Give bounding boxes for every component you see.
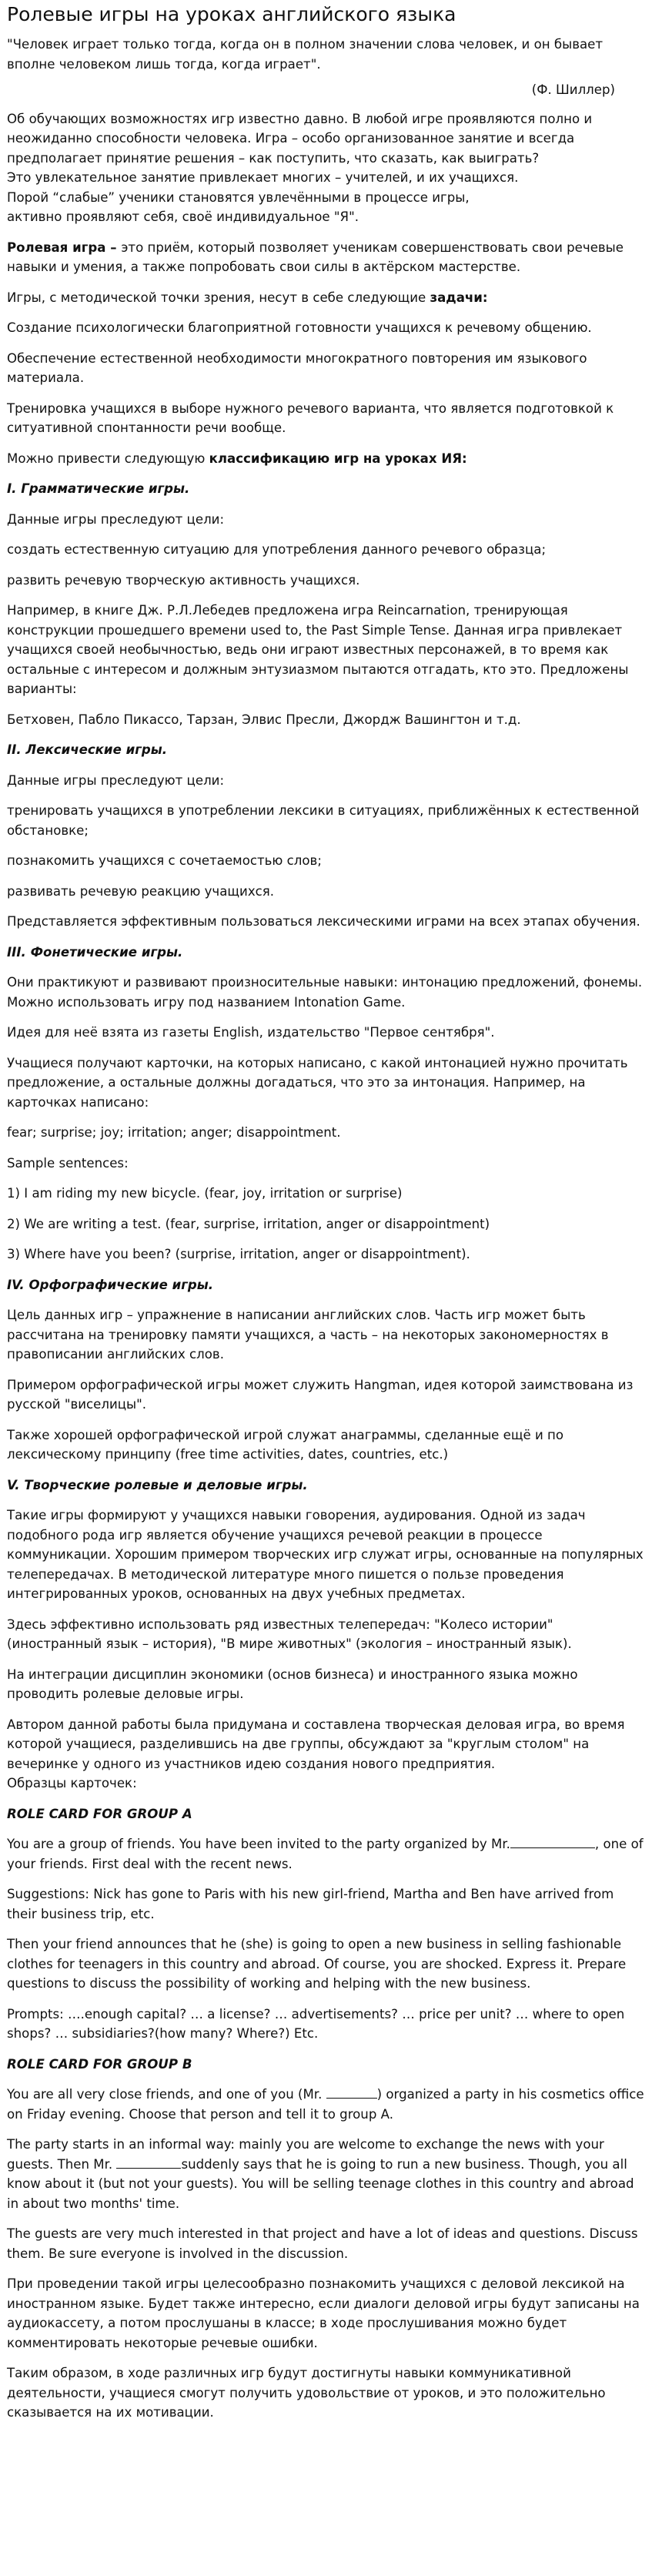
name-blank [326,2097,377,2099]
role-card-b-paragraph [7,2135,646,2213]
classification-intro-text: Можно привести следующую [7,451,209,466]
phonetic-paragraph: Учащиеся получают карточки, на которых написано, с какой интонацией нужно прочитать предложение, а остальные должны догадаться, что это за интонация. Например, на карточках написано: [7,1055,628,1110]
orthographic-paragraph: Примером орфографической игры может служить Hangman, идея которой заимствована из русской "виселицы". [7,1377,634,1412]
lexical-goal: тренировать учащихся в употреблении лексики в ситуациях, приближённых к естественной обстановке; [7,803,640,838]
phonetic-emotions: fear; surprise; joy; irritation; anger; disappointment. [7,1125,341,1140]
intro-line: Это увлекательное занятие привлекает многих – учителей, и их учащихся. [7,170,519,185]
phonetic-sample: 2) We are writing a test. (fear, surprise, irritation, anger or disappointment) [7,1216,490,1231]
card-b-text: The party starts in an informal way: mainly you are welcome to exchange the news with your guests. Then Mr. [7,2137,604,2172]
role-card-a-paragraph [7,1834,646,1874]
creative-paragraph: Такие игры формируют у учащихся навыки говорения, аудирования. Одной из задач подобного рода игр является обучение учащихся речевой реакции в процессе коммуникации. Хорошим примером творческих игр служат игры, основанные на популярных телепередачах. В методической литературе много пишется о пользе проведения интегрированных уроков, основанных на двух учебных предметах. [7,1508,644,1601]
task-item: Создание психологически благоприятной готовности учащихся к речевому общению. [7,320,592,335]
epigraph-author: (Ф. Шиллер) [531,82,615,97]
phonetic-sample: 1) I am riding my new bicycle. (fear, joy, irritation or surprise) [7,1186,403,1201]
phonetic-sample: 3) Where have you been? (surprise, irritation, anger or disappointment). [7,1247,470,1261]
role-card-a-paragraph: Prompts: ….enough capital? … a license? … advertisements? … price per unit? … where to open shops? … subsidiaries?(how many? Where?) Etc. [7,2006,625,2041]
task-item: Тренировка учащихся в выборе нужного речевого варианта, что является подготовкой к ситуативной спонтанности речи вообще. [7,400,614,435]
section-heading-lexical: II. Лексические игры. [7,742,168,757]
name-blank [510,1847,595,1848]
creative-paragraph-text: Автором данной работы была придумана и составлена творческая деловая игра, во время которой учащиеся, разделившись на две группы, обсуждают за "круглым столом" на вечеринке у одного из участников идею создания нового предприятия. [7,1717,625,1771]
intro-line: Порой “слабые” ученики становятся увлечёнными в процессе игры, [7,189,470,205]
intro-paragraph [7,109,646,227]
role-card-a-heading: ROLE CARD FOR GROUP A [7,1806,192,1821]
grammar-goals-intro: Данные игры преследуют цели: [7,511,225,527]
closing-paragraph: Таким образом, в ходе различных игр будут достигнуты навыки коммуникативной деятельности, учащиеся смогут получить удовольствие от уроков, и это положительно сказывается на их мотивации. [7,2366,606,2420]
role-card-b-heading: ROLE CARD FOR GROUP B [7,2056,192,2072]
tasks-intro-bold: задачи: [430,290,488,305]
grammar-goal: развить речевую творческую активность учащихся. [7,572,360,588]
card-samples-label: Образцы карточек: [7,1776,137,1790]
intro-line: активно проявляют себя, своё индивидуальное "Я". [7,209,359,224]
creative-paragraph [7,1715,646,1794]
grammar-variants: Бетховен, Пабло Пикассо, Тарзан, Элвис Пресли, Джордж Вашингтон и т.д. [7,712,521,727]
closing-paragraph: При проведении такой игры целесообразно познакомить учащихся с деловой лексикой на иностранном языке. Будет также интересно, если диалоги деловой игры будут записаны на аудиокассету, а потом прослушаны в классе; в ходе прослушивания можно будет комментировать некоторые речевые ошибки. [7,2276,640,2350]
role-card-a-paragraph: Then your friend announces that he (she) is going to open a new business in selling fashionable clothes for teenagers in this country and abroad. Of course, you are shocked. Express it. Prepare questions to discuss the possibility of working and helping with the new business. [7,1937,627,1991]
role-card-b-paragraph [7,2085,646,2124]
classification-intro-bold: классификацию игр на уроках ИЯ: [209,451,467,466]
lexical-goal: познакомить учащихся с сочетаемостью слов; [7,853,322,868]
role-play-term: Ролевая игра – [7,240,122,255]
card-a-text: , one of your friends. First deal with the recent news. [7,1837,644,1871]
creative-paragraph: На интеграции дисциплин экономики (основ бизнеса) и иностранного языка можно проводить ролевые деловые игры. [7,1667,578,1701]
role-card-b-paragraph: The guests are very much interested in that project and have a lot of ideas and questions. Discuss them. Be sure everyone is involved in the discussion. [7,2226,638,2261]
lexical-goal: развивать речевую реакцию учащихся. [7,883,275,899]
section-heading-orthographic: IV. Орфографические игры. [7,1277,214,1292]
classification-intro [7,449,646,469]
section-heading-phonetic: III. Фонетические игры. [7,944,183,960]
epigraph-quote: "Человек играет только тогда, когда он в полном значении слова человек, и он бывает вполне человеком лишь тогда, когда играет". [7,37,604,72]
role-play-text: это приём, который позволяет ученикам совершенствовать свои речевые навыки и умения, а также попробовать свои силы в актёрском мастерстве. [7,240,624,274]
tasks-intro [7,288,646,308]
intro-line: Об обучающих возможностях игр известно давно. В любой игре проявляются полно и неожиданно способности человека. Игра – особо организованное занятие и всегда предполагает принятие решения – как поступить, что сказать, как выиграть? [7,111,593,166]
phonetic-paragraph: Они практикуют и развивают произносительные навыки: интонацию предложений, фонемы. Можно использовать игру под названием Intonation Game. [7,975,643,1010]
task-item: Обеспечение естественной необходимости многократного повторения им языкового материала. [7,350,587,385]
phonetic-samples-label: Sample sentences: [7,1155,129,1171]
lexical-goals-intro: Данные игры преследуют цели: [7,772,225,788]
creative-paragraph: Здесь эффективно использовать ряд известных телепередач: "Колесо истории" (иностранный язык – история), "В мире животных" (экология – иностранный язык). [7,1616,572,1651]
grammar-goal: создать естественную ситуацию для употребления данного речевого образца; [7,542,547,557]
lexical-conclusion: Представляется эффективным пользоваться лексическими играми на всех этапах обучения. [7,914,640,929]
grammar-example: Например, в книге Дж. Р.Л.Лебедев предложена игра Reincarnation, тренирующая конструкции прошедшего времени used to, the Past Simple Tense. Данная игра привлекает учащихся своей необычностью, ведь они играют известных персонажей, в то время как остальные с интересом и должным энтузиазмом пытаются отгадать, кто это. Предложены варианты: [7,603,629,696]
card-b-text: ) organized a party in his cosmetics office on Friday evening. Choose that person and tell it to group A. [7,2087,644,2122]
section-heading-creative: V. Творческие ролевые и деловые игры. [7,1477,308,1492]
section-heading-grammar: I. Грамматические игры. [7,481,190,496]
role-card-a-paragraph: Suggestions: Nick has gone to Paris with his new girl-friend, Martha and Ben have arrived from their business trip, etc. [7,1887,614,1921]
orthographic-paragraph: Цель данных игр – упражнение в написании английских слов. Часть игр может быть рассчитана на тренировку памяти учащихся, а часть – на некоторых закономерностях в правописании английских слов. [7,1308,609,1362]
role-play-definition [7,238,646,277]
orthographic-paragraph: Также хорошей орфографической игрой служат анаграммы, сделанные ещё и по лексическому принципу (free time activities, dates, countries, etc.) [7,1427,564,1462]
name-blank [116,2167,181,2169]
tasks-intro-text: Игры, с методической точки зрения, несут в себе следующие [7,290,430,305]
card-b-text: You are all very close friends, and one of you (Mr. [7,2087,326,2102]
card-a-text: You are a group of friends. You have been invited to the party organized by Mr. [7,1837,510,1851]
phonetic-paragraph: Идея для неё взята из газеты English, издательство "Первое сентября". [7,1025,495,1040]
card-b-text: suddenly says that he is going to run a new business. Though, you all know about it (but not your guests). You will be selling teenage clothes in this country and abroad in about two months' time. [7,2156,634,2211]
page-title: Ролевые игры на уроках английского языка [7,3,456,25]
